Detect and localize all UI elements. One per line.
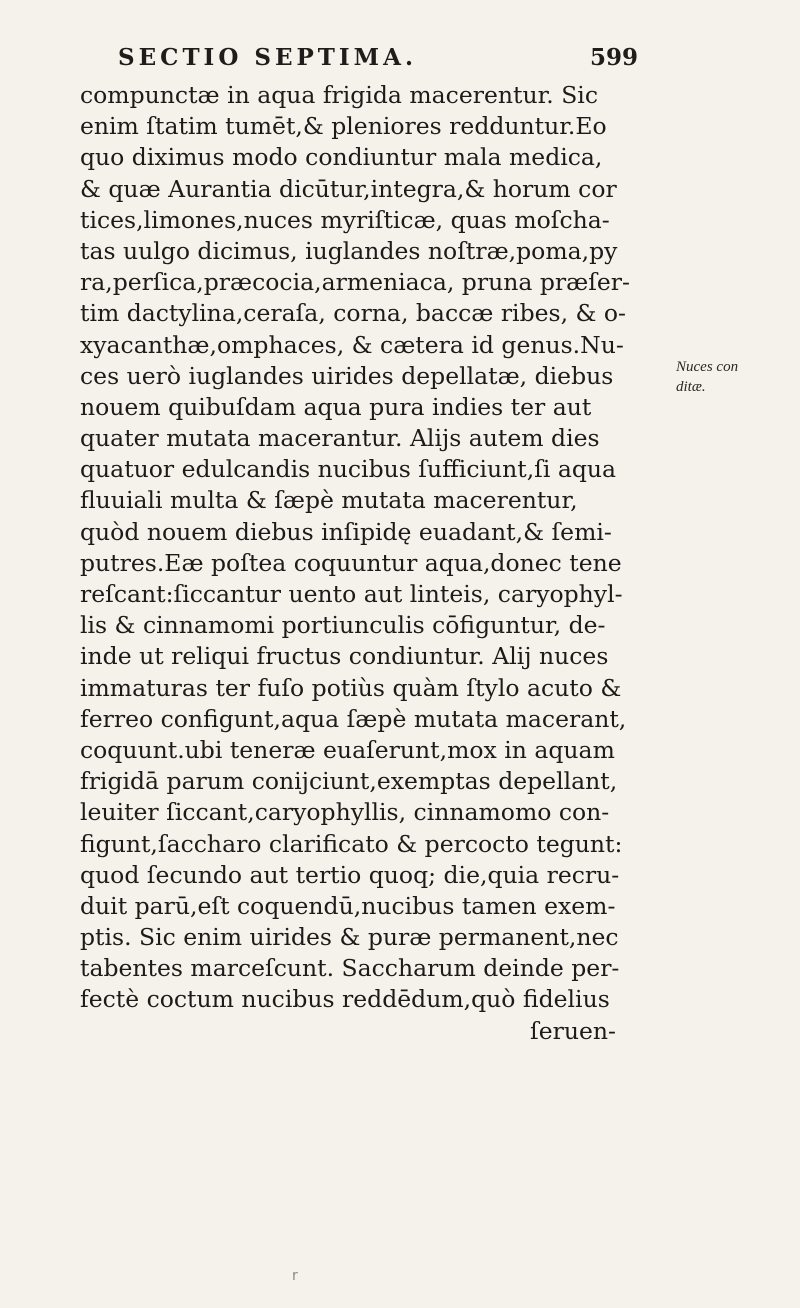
text-line: leuiter ſiccant,caryophyllis, cinnamomo con-	[80, 798, 610, 827]
text-line: tim dactylina,ceraſa, corna, baccæ ribes, & o-	[80, 299, 626, 328]
text-line: tas uulgo dicimus, iuglandes noſtræ,poma,py	[80, 236, 618, 265]
marginal-note-line: ditæ.	[676, 379, 706, 395]
text-line: fectè coctum nucibus reddēdum,quò fidelius	[80, 985, 610, 1014]
text-line: quod ſecundo aut tertio quoq; die,quia recru-	[80, 860, 620, 889]
catchword: ſeruen-	[530, 1016, 616, 1045]
marginal-note-line: Nuces con	[676, 359, 739, 375]
text-line: quòd nouem diebus inſipidę euadant,& ſemi-	[80, 517, 612, 546]
page-header	[118, 44, 638, 78]
page-number: 599	[589, 44, 638, 71]
text-line: lis & cinnamomi portiunculis cōfiguntur, de-	[80, 611, 606, 640]
text-line: coquunt.ubi teneræ euaſerunt,mox in aquam	[80, 735, 615, 764]
text-line: tabentes marceſcunt. Saccharum deinde per-	[80, 954, 620, 983]
running-head: SECTIO SEPTIMA.	[118, 44, 417, 71]
text-line: ra,perſica,præcocia,armeniaca, pruna præſer-	[80, 268, 630, 297]
text-line: frigidā parum conijciunt,exemptas depellant,	[80, 767, 618, 796]
text-line: reſcant:ſiccantur uento aut linteis, caryophyl-	[80, 580, 623, 608]
text-line: xyacanthæ,omphaces, & cætera id genus.Nu-	[80, 330, 624, 359]
text-line: tices,limones,nuces myriſticæ, quas moſcha-	[80, 205, 610, 234]
text-line: putres.Eæ poſtea coquuntur aqua,donec tene	[80, 548, 622, 577]
text-line: quatuor edulcandis nucibus ſufficiunt,ſi aqua	[80, 455, 617, 484]
text-line: quo diximus modo condiuntur mala medica,	[80, 143, 603, 172]
text-line: nouem quibuſdam aqua pura indies ter aut	[80, 392, 592, 421]
body-text	[80, 80, 640, 1047]
text-line: figunt,ſaccharo clarificato & percocto tegunt:	[80, 829, 623, 858]
marginal-note	[676, 357, 786, 397]
text-line: & quæ Aurantia dicūtur,integra,& horum cor	[80, 174, 617, 203]
text-line: immaturas ter fuſo potiùs quàm ſtylo acuto &	[80, 673, 622, 702]
text-line: fluuiali multa & ſæpè mutata macerentur,	[80, 486, 578, 515]
stray-mark: r	[292, 1268, 298, 1284]
text-line: ferreo configunt,aqua ſæpè mutata macerant,	[80, 704, 627, 733]
text-line: quater mutata macerantur. Alijs autem dies	[80, 424, 600, 453]
text-line: ptis. Sic enim uirides & puræ permanent,nec	[80, 923, 619, 952]
text-line: inde ut reliqui fructus condiuntur. Alij nuces	[80, 642, 609, 671]
text-line: duit parū,eſt coquendū,nucibus tamen exem-	[80, 891, 616, 920]
text-line: compunctæ in aqua frigida macerentur. Sic	[80, 81, 598, 109]
text-line: enim ſtatim tumēt,& pleniores redduntur.Eo	[80, 112, 607, 141]
text-line: ces uerò iuglandes uirides depellatæ, diebus	[80, 361, 614, 390]
